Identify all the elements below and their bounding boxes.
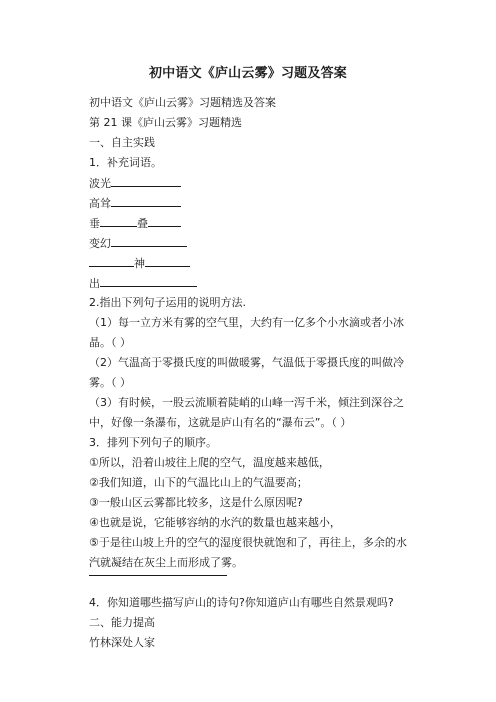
fill-text: 垂 xyxy=(89,217,100,230)
fill-blank[interactable] xyxy=(148,216,181,227)
sentence-1: ①所以，沿着山坡往上爬的空气，温度越来越低， xyxy=(89,456,330,469)
sentence-3: ③一般山区云雾都比较多，这是什么原因呢? xyxy=(89,496,303,509)
subtitle: 初中语文《庐山云雾》习题精选及答案 xyxy=(89,96,276,109)
question-4: 4．你知道哪些描写庐山的诗句?你知道庐山有哪些自然景观吗? xyxy=(89,596,394,609)
fill-blank[interactable] xyxy=(111,196,181,207)
fill-blank[interactable] xyxy=(111,176,181,187)
question-3: 3．排列下列句子的顺序。 xyxy=(89,436,217,449)
question-2-item-2 xyxy=(89,353,417,393)
sentence-5 xyxy=(89,533,417,573)
fill-text: 高耸 xyxy=(89,197,111,210)
fill-line-2 xyxy=(89,196,181,211)
fill-text: 变幻 xyxy=(89,237,111,250)
sentence-4: ④也就是说，它能够容纳的水汽的数量也越来越小， xyxy=(89,516,341,529)
fill-line-4 xyxy=(89,236,187,251)
answer-line[interactable] xyxy=(89,575,227,576)
question-1: 1．补充词语。 xyxy=(89,156,162,169)
fill-text: 叠 xyxy=(137,217,148,230)
question-2-item-2-text: （2）气温高于零摄氏度的叫做暖雾，气温低于零摄氏度的叫做冷雾。（ ） xyxy=(89,356,404,389)
question-2-item-1 xyxy=(89,313,417,353)
question-2-item-1-text: （1）每一立方米有雾的空气里，大约有一亿多个小水滴或者小冰晶。（ ） xyxy=(89,316,404,349)
fill-blank[interactable] xyxy=(111,236,187,247)
fill-text: 神 xyxy=(134,257,145,270)
section-heading-1: 一、自主实践 xyxy=(89,136,155,149)
sentence-2: ②我们知道，山下的气温比山上的气温要高； xyxy=(89,476,308,489)
passage-title: 竹林深处人家 xyxy=(89,636,155,649)
fill-text: 出 xyxy=(89,277,100,290)
lesson-heading: 第 21 课《庐山云雾》习题精选 xyxy=(89,116,242,129)
fill-line-6 xyxy=(89,276,197,291)
sentence-5-text: ⑤于是往山坡上升的空气的湿度很快就饱和了，再往上，多余的水汽就凝结在灰尘上而形成了雾。 xyxy=(89,536,407,569)
question-2-item-3 xyxy=(89,393,417,433)
fill-line-3 xyxy=(89,216,181,231)
question-2: 2.指出下列句子运用的说明方法. xyxy=(89,296,246,309)
page-title: 初中语文《庐山云雾》习题及答案 xyxy=(148,66,347,81)
section-heading-2: 二、能力提高 xyxy=(89,616,155,629)
fill-blank[interactable] xyxy=(100,276,197,287)
fill-line-5 xyxy=(89,256,190,271)
fill-line-1 xyxy=(89,176,181,191)
fill-text: 波光 xyxy=(89,177,111,190)
fill-blank[interactable] xyxy=(89,256,134,267)
fill-blank[interactable] xyxy=(100,216,137,227)
fill-blank[interactable] xyxy=(145,256,190,267)
question-2-item-3-text: （3）有时候，一股云流顺着陡峭的山峰一泻千米，倾注到深谷之中，好像一条瀑布，这就是庐山有名的“瀑布云”。（ ） xyxy=(89,396,404,429)
